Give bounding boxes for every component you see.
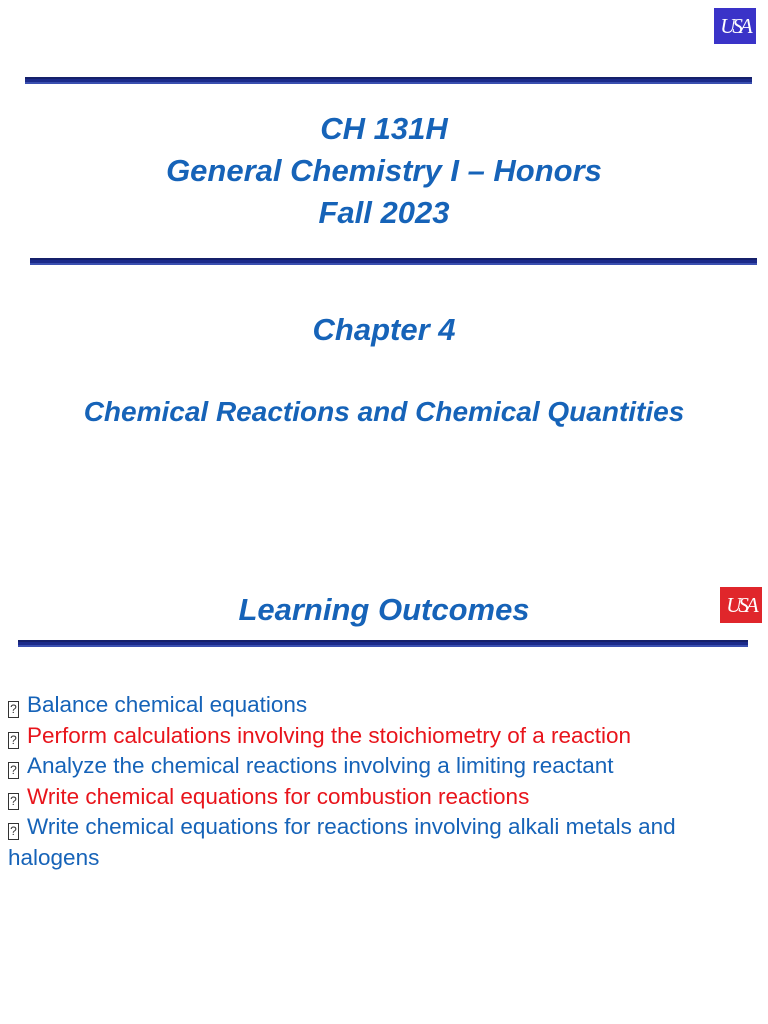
list-item (8, 721, 748, 752)
usa-logo-lower-text: USA (726, 592, 756, 617)
chapter-label: Chapter 4 (312, 312, 456, 347)
course-name: General Chemistry I – Honors (166, 153, 602, 188)
list-item (8, 690, 748, 721)
course-code: CH 131H (320, 111, 448, 146)
bullet-icon: ? (8, 793, 19, 810)
chapter-title: Chemical Reactions and Chemical Quantities (83, 396, 685, 427)
bullet-icon: ? (8, 732, 19, 749)
course-term: Fall 2023 (318, 195, 450, 230)
outcome-text: Write chemical equations for combustion reactions (27, 783, 530, 809)
list-item (8, 782, 748, 813)
title-divider (30, 258, 757, 265)
list-item (8, 812, 748, 873)
outcome-text: Analyze the chemical reactions involving a limiting reactant (27, 753, 614, 778)
outcome-text: Perform calculations involving the stoichiometry of a reaction (27, 722, 632, 748)
outcome-text: Balance chemical equations (27, 692, 308, 717)
bullet-icon: ? (8, 823, 19, 840)
top-divider (25, 77, 752, 84)
usa-logo-top (714, 8, 756, 44)
learning-outcomes-list (8, 690, 748, 873)
bullet-icon: ? (8, 701, 19, 718)
learning-outcomes-heading: Learning Outcomes (238, 592, 530, 627)
outcomes-divider (18, 640, 748, 647)
list-item (8, 751, 748, 782)
outcome-text: Write chemical equations for reactions involving alkali metals and halogens (8, 814, 676, 870)
usa-logo-top-text: USA (720, 13, 750, 38)
course-title-block (0, 108, 768, 234)
bullet-icon: ? (8, 762, 19, 779)
